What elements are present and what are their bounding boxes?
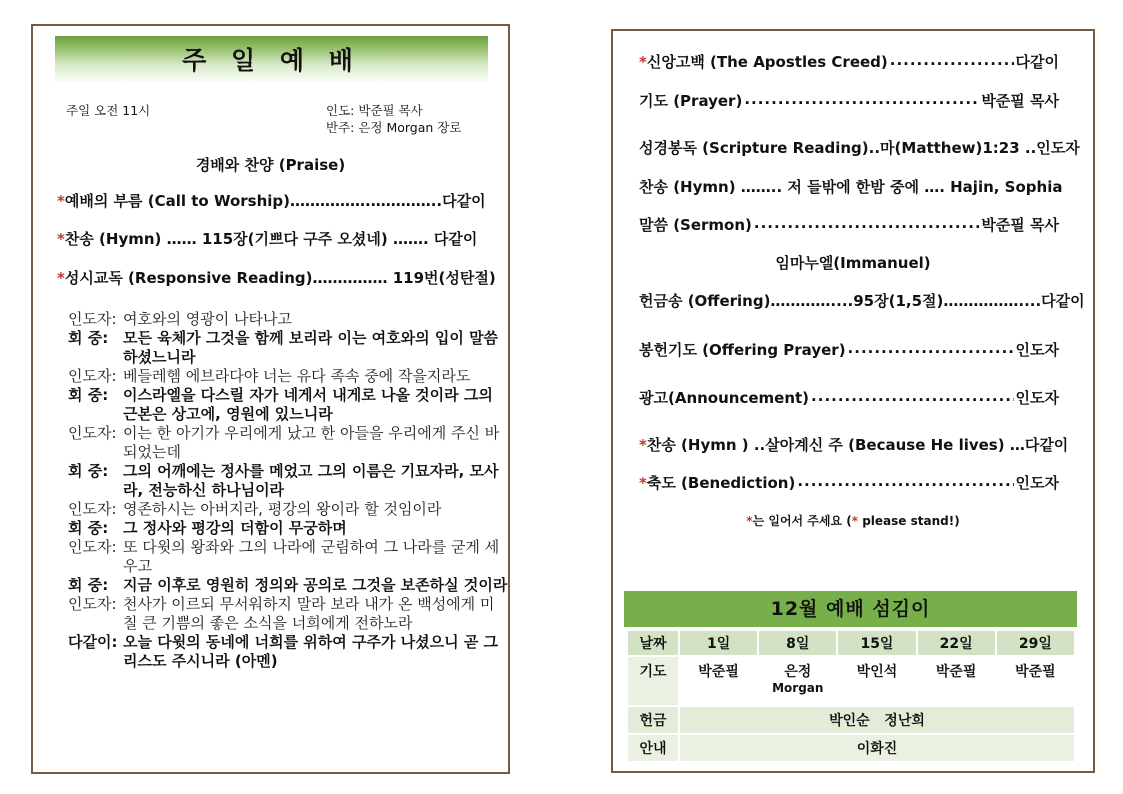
date-cell: 15일 — [838, 631, 915, 655]
service-time: 주일 오전 11시 — [66, 103, 151, 118]
section-heading-praise: 경배와 찬양 (Praise) — [195, 156, 346, 174]
prayer-label: 기도 — [628, 657, 678, 705]
prayer-cell: 은정 Morgan — [759, 657, 836, 705]
offering-cell: 박인순 정난희 — [680, 707, 1074, 733]
offering-label: 헌금 — [628, 707, 678, 733]
stand-marker: * — [639, 53, 647, 71]
stand-marker: * — [57, 230, 65, 248]
page-title: 주 일 예 배 — [182, 46, 361, 75]
responsive-line: 회 중: 이스라엘을 다스릴 자가 네게서 내게로 나올 것이라 그의 근본은 상고에, 영원에 있느니라 — [68, 386, 493, 423]
responsive-line: 인도자: 여호와의 영광이 나타나고 — [68, 310, 292, 328]
date-cell: 29일 — [997, 631, 1074, 655]
worship-order-left-page — [31, 24, 510, 774]
responsive-line: 다같이: 오늘 다윗의 동네에 너희를 위하여 구주가 나셨으니 곧 그리스도 주시니라 (아멘) — [68, 633, 499, 670]
date-cell: 1일 — [680, 631, 757, 655]
title-banner — [55, 36, 488, 84]
prayer-cell: 박준필 — [680, 657, 757, 705]
responsive-line: 인도자: 또 다윗의 왕좌와 그의 나라에 군림하여 그 나라를 굳게 세우고 — [68, 538, 500, 575]
item-offering: 헌금송 (Offering)…………....95장(1,5절)…………….... 다같이 — [639, 292, 1085, 310]
table-row — [628, 735, 1074, 761]
responsive-line: 회 중: 그의 어깨에는 정사를 메었고 그의 이름은 기묘자라, 모사라, 전능하신 하나님이라 — [68, 462, 499, 499]
date-cell: 8일 — [759, 631, 836, 655]
stand-marker: * — [639, 474, 647, 492]
item-announcement: 광고(Announcement) ..... 인도자 — [639, 387, 1059, 408]
responsive-line: 인도자: 영존하시는 아버지라, 평강의 왕이라 할 것임이라 — [68, 500, 442, 518]
responsive-line: 회 중: 모든 육체가 그것을 함께 보리라 이는 여호와의 입이 말씀하셨느니라 — [68, 329, 499, 366]
item-apostles-creed: *신앙고백 (The Apostles Creed) ..... 다같이 — [639, 51, 1059, 72]
item-call-to-worship: *예배의 부름 (Call to Worship)…………….…………..다같이 — [57, 192, 486, 210]
item-prayer: 기도 (Prayer) ..... 박준필 목사 — [639, 90, 1059, 111]
responsive-line: 회 중: 지금 이후로 영원히 정의와 공의로 그것을 보존하실 것이라 — [68, 576, 508, 594]
schedule-title: 12월 예배 섬김이 — [624, 591, 1077, 627]
item-sermon: 말씀 (Sermon) ..... 박준필 목사 — [639, 214, 1059, 235]
table-row — [628, 657, 1074, 705]
serving-schedule-table — [626, 629, 1076, 763]
item-hymn: *찬송 (Hymn) …… 115장(기쁘다 구주 오셨네) ……. 다같이 — [57, 230, 478, 248]
item-benediction: *축도 (Benediction) ..... 인도자 — [639, 472, 1059, 493]
responsive-line: 인도자: 이는 한 아기가 우리에게 났고 한 아들을 우리에게 주신 바 되었는데 — [68, 424, 500, 461]
date-header-label: 날짜 — [628, 631, 678, 655]
prayer-cell: 박준필 — [997, 657, 1074, 705]
item-responsive-reading: *성시교독 (Responsive Reading)…………… 119번(성탄절) — [57, 269, 496, 287]
accompanist-info: 반주: 은정 Morgan 장로 — [326, 120, 462, 135]
prayer-cell: 박준필 — [918, 657, 995, 705]
leader-info: 인도: 박준필 목사 — [326, 103, 423, 118]
responsive-line: 회 중: 그 정사와 평강의 더함이 무궁하며 — [68, 519, 347, 537]
prayer-cell: 박인석 — [838, 657, 915, 705]
item-hymn: 찬송 (Hymn) …….. 저 들밖에 한밤 중에 …. Hajin, Sophia — [639, 178, 1063, 196]
table-row — [628, 631, 1074, 655]
responsive-line: 인도자: 베들레헴 에브라다야 너는 유다 족속 중에 작을지라도 — [68, 367, 471, 385]
stand-marker: * — [57, 192, 65, 210]
stand-marker: * — [57, 269, 65, 287]
stand-marker: * — [639, 436, 647, 454]
date-cell: 22일 — [918, 631, 995, 655]
table-row — [628, 707, 1074, 733]
worship-order-right-page — [611, 29, 1095, 773]
guide-label: 안내 — [628, 735, 678, 761]
responsive-line: 인도자: 천사가 이르되 무서워하지 말라 보라 내가 온 백성에게 미칠 큰 기쁨의 좋은 소식을 너희에게 전하노라 — [68, 595, 495, 632]
item-scripture-reading: 성경봉독 (Scripture Reading)..마(Matthew)1:23 .. 인도자 — [639, 139, 1080, 157]
guide-cell: 이화진 — [680, 735, 1074, 761]
sermon-title: 임마누엘(Immanuel) — [775, 254, 931, 272]
stand-note: *는 일어서 주세요 (* please stand!) — [746, 514, 960, 528]
responsive-reading-text — [68, 310, 508, 671]
item-closing-hymn: *찬송 (Hymn ) ..살아계신 주 (Because He lives) … 다같이 — [639, 436, 1069, 454]
item-offering-prayer: 봉헌기도 (Offering Prayer) ..... 인도자 — [639, 339, 1059, 360]
